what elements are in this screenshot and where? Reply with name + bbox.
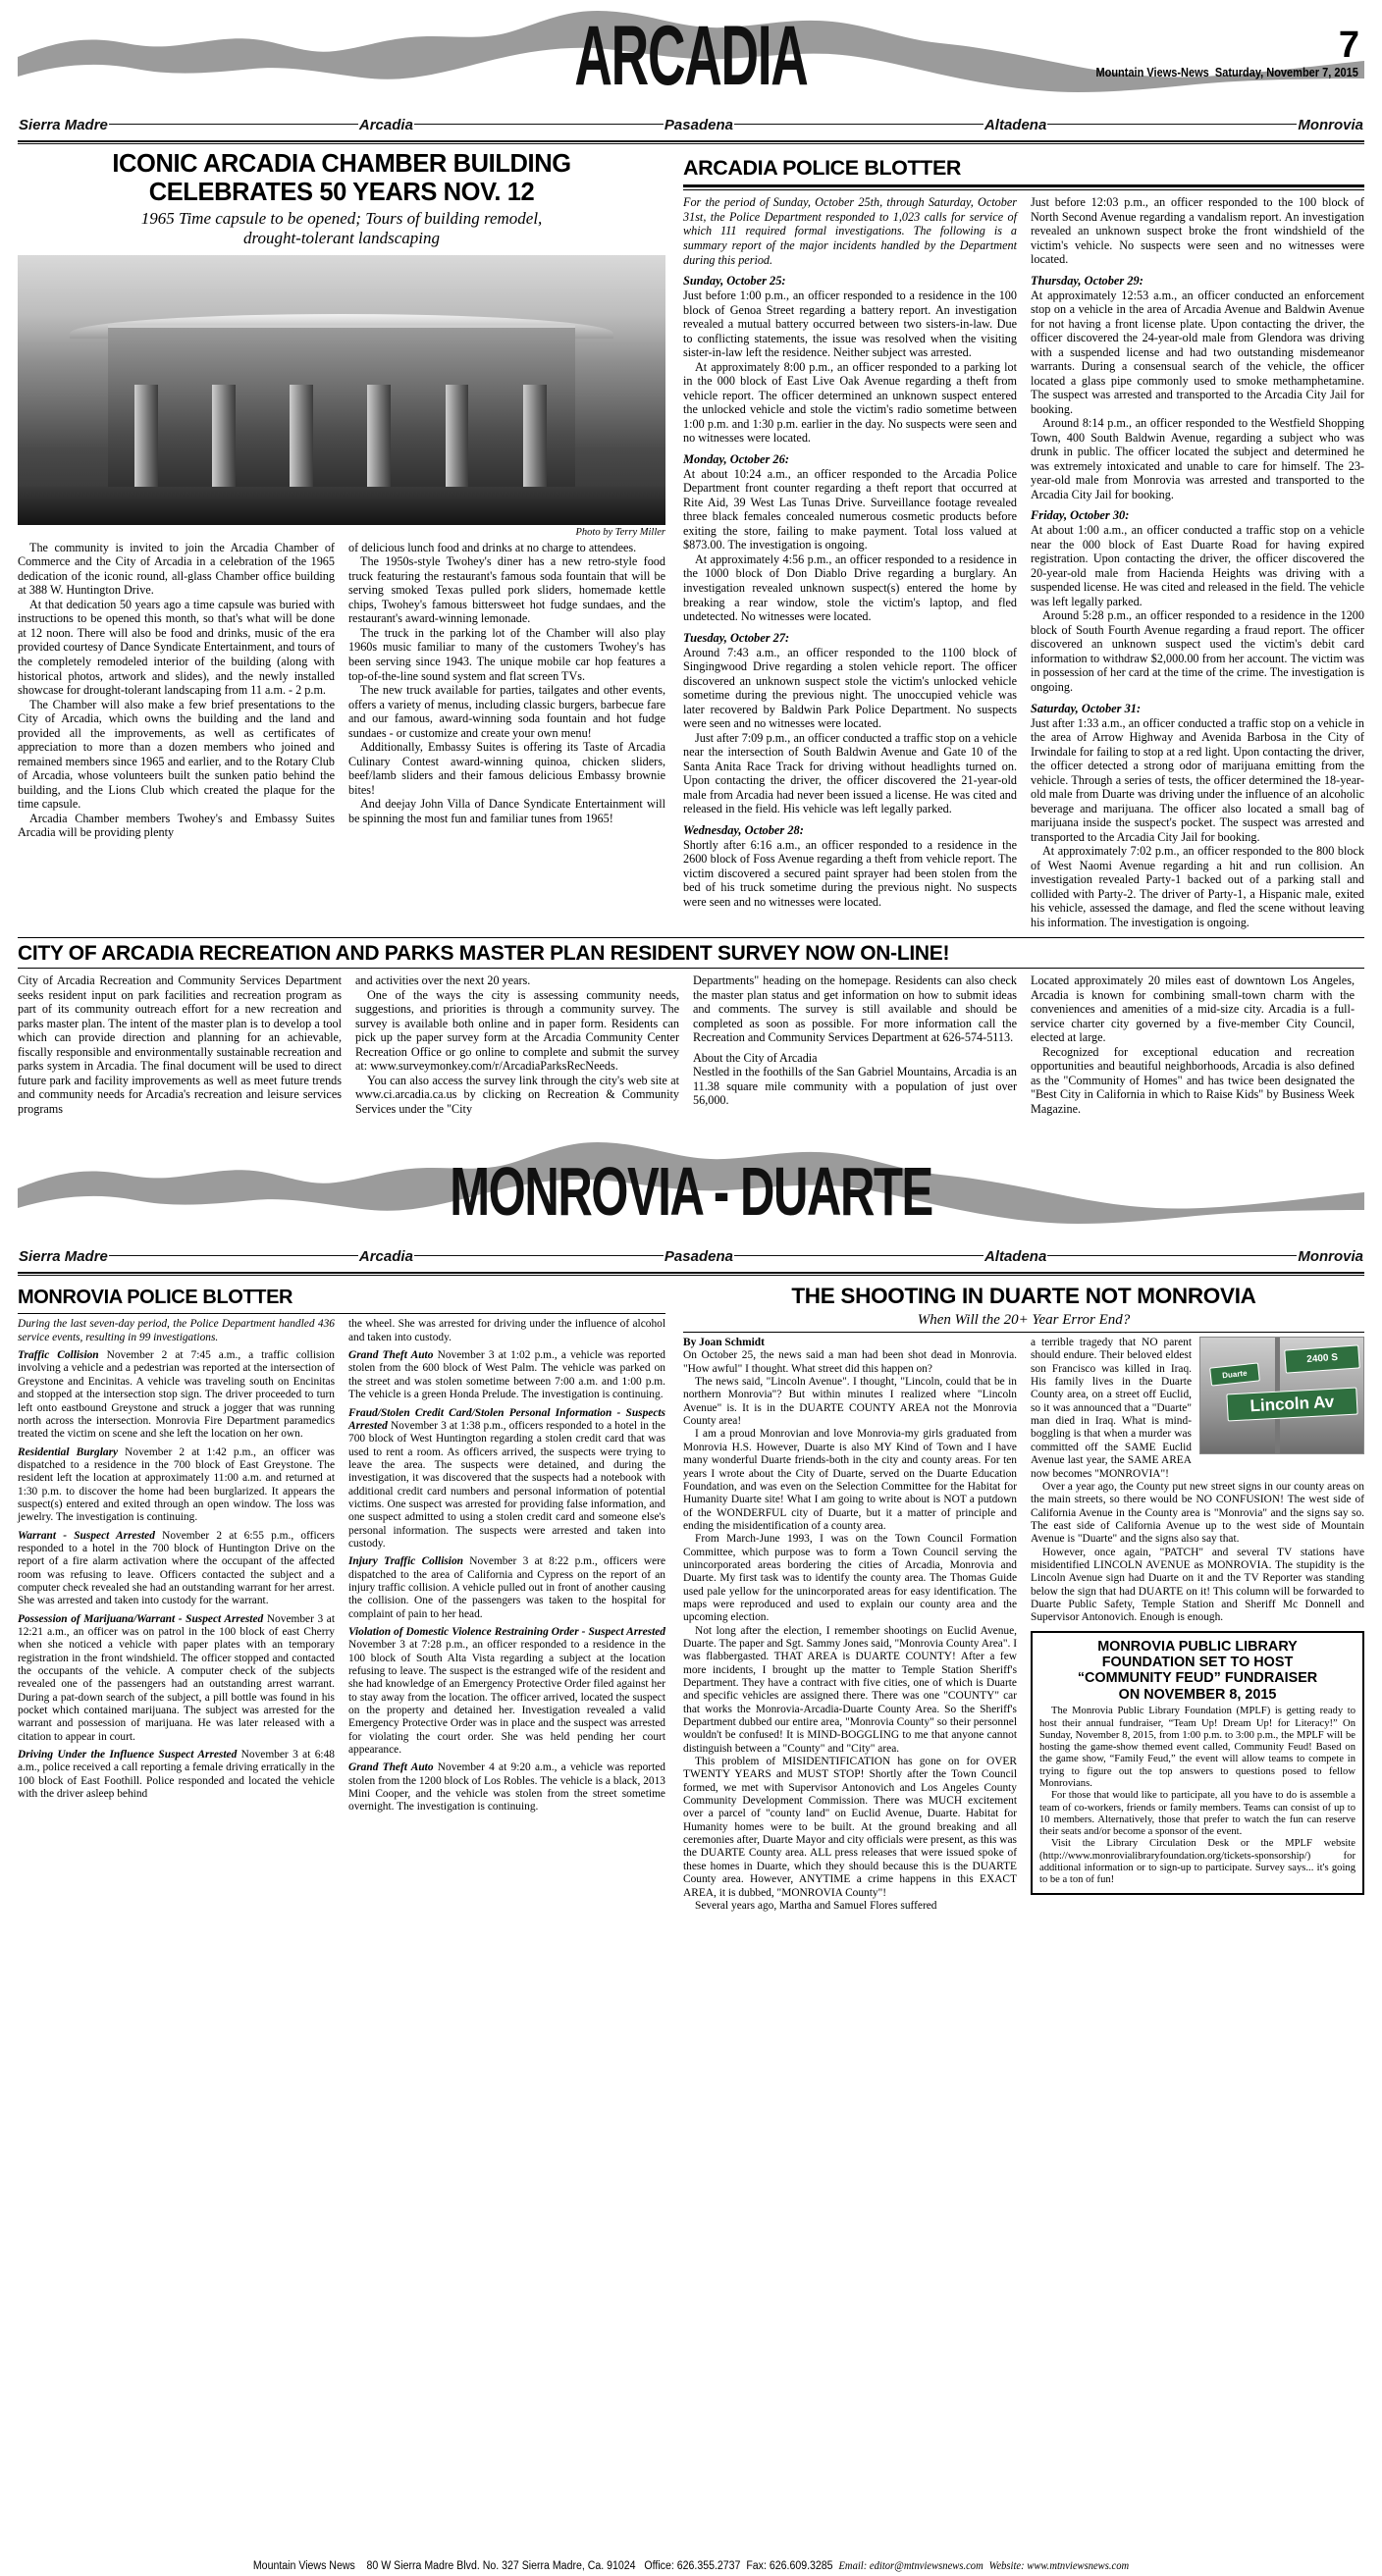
- divider: [18, 1313, 665, 1314]
- paragraph: You can also access the survey link through the city's web site at www.ci.arcadia.ca.us by clicking on Recreation & Community Services under the "City: [355, 1073, 679, 1116]
- blotter-day: Monday, October 26:: [683, 451, 789, 466]
- subsection-title: About the City of Arcadia: [693, 1050, 818, 1065]
- page-number: 7: [1338, 25, 1358, 66]
- duarte-byline: By Joan Schmidt: [683, 1337, 765, 1349]
- blotter-item: [348, 1555, 665, 1621]
- paragraph: The news said, "Lincoln Avenue". I thought, "Lincoln, could that be in northern Monrovia"? But within minutes I realized where "Lincoln Avenue" is. It is in the DUARTE COUNTY AREA not the Monrovia County area!: [683, 1376, 1017, 1428]
- paragraph: The community is invited to join the Arcadia Chamber of Commerce and the City of Arcadia in a celebration of the 1965 dedication of the iconic round, all-glass Chamber office building at 388 W. Huntington Drive.: [18, 540, 335, 598]
- city-strip-monrovia: [18, 1243, 1364, 1269]
- footer-address: 80 W Sierra Madre Blvd. No. 327 Sierra Madre, Ca. 91024: [366, 2560, 636, 2572]
- page-footer: [55, 2560, 1326, 2572]
- blotter-column-2: [1031, 195, 1364, 929]
- city-pasadena[interactable]: Pasadena: [664, 116, 733, 133]
- paragraph: Just before 12:03 p.m., an officer responded to the 100 block of North Second Avenue regarding a vandalism report. An investigation revealed an unknown suspect broke the front windshield of the victim's vehicle. No suspects were seen and no witnesses were located.: [1031, 195, 1364, 267]
- chamber-subhead-line2: drought-tolerant landscaping: [242, 229, 441, 248]
- divider-double: [18, 140, 1364, 144]
- blotter-item-title: Violation of Domestic Violence Restraining Order - Suspect Arrested: [348, 1626, 665, 1638]
- chamber-body: [18, 541, 665, 840]
- strip-rule: [734, 1255, 983, 1256]
- sign-blade-lincoln-av: Lincoln Av: [1226, 1388, 1357, 1422]
- blotter-day: Sunday, October 25:: [683, 274, 786, 289]
- paragraph: Arcadia Chamber members Twohey's and Embassy Suites Arcadia will be providing plenty: [18, 811, 335, 840]
- sign-blade-duarte: Duarte: [1209, 1363, 1259, 1387]
- blotter-item-text: November 3 at 1:02 p.m., a vehicle was reported stolen from the 600 block of West Palm. The vehicle was parked on the street and was stolen sometime between 7:00 a.m. and 1:00 p.m. The vehicle is a green Honda Prelude. The investigation is continuing.: [348, 1349, 665, 1401]
- blotter-item-text: November 2 at 7:45 a.m., a traffic collision involving a vehicle and a pedestrian was reported at the intersection of Greystone and Encinitas. A vehicle was traveling south on Encinitas and stopped at the intersection stop sign. The driver proceeded to turn left onto eastbound Greystone and struck a jogger that was running north across the intersection. Monrovia Fire Department paramedics treated the victim on scene and she left the location on her own.: [18, 1349, 336, 1441]
- footer-office: Office: 626.355.2737: [644, 2560, 741, 2572]
- publication-date: Saturday, November 7, 2015: [1215, 66, 1358, 80]
- blotter-item-text: November 2 at 1:42 p.m., an officer was dispatched to a residence in the 700 block of East Greystone. The resident left the location at approximately 11:00 a.m. and returned at 1:30 p.m. to discover the home had been burglarized. It appears the suspect(s) entered and exited through an open window. The loss was jewelry. The investigation is continuing.: [18, 1446, 335, 1524]
- paragraph: Several years ago, Martha and Samuel Flores suffered: [695, 1899, 937, 1912]
- survey-column-1: [18, 973, 342, 1116]
- duarte-shooting-article: [683, 1281, 1364, 1913]
- blotter-item-text: November 3 at 8:22 p.m., officers were dispatched to the area of California and Cypress on the report of an injury traffic collision. A vehicle pulled out in front of another causing the collision. One of the passengers was taken to the hospital for complaint of pain to her head.: [348, 1555, 665, 1620]
- page-dateline: [1096, 66, 1358, 79]
- paragraph: At about 1:00 a.m., an officer conducted a traffic stop on a vehicle near the 000 block of East Duarte Road for having expired registration. Upon contacting the driver, the officer discovered the 20-year-old male from Hacienda Heights was driving with a suspended license. He was cited and released in the field. The vehicle was left legally parked.: [1031, 523, 1364, 608]
- blotter-intro: For the period of Sunday, October 25th, through Saturday, October 31st, the Police Department responded to 1,023 calls for service of which 111 required formal investigations. The following is a summary report of the major incidents handled by the Department during this period.: [683, 195, 1017, 267]
- survey-body: [18, 973, 1364, 1116]
- blotter-item: [348, 1318, 665, 1344]
- survey-column-4: [1031, 973, 1355, 1116]
- library-head-line4: ON NOVEMBER 8, 2015: [1118, 1686, 1277, 1703]
- city-altadena[interactable]: Altadena: [983, 1247, 1047, 1265]
- blotter-item: [18, 1446, 335, 1525]
- blotter-item: [348, 1407, 665, 1551]
- survey-column-2: [355, 973, 679, 1116]
- blotter-item-title: Injury Traffic Collision: [348, 1555, 463, 1568]
- blotter-item-text: November 2 at 6:55 p.m., officers responded to a hotel in the 700 block of Huntington Drive on the report of a fire alarm activation where the occupant of the affected room was refusing to leave. Officers contacted the subject and a computer check revealed she had an outstanding warrant for her arrest. She was arrested and taken into custody for the warrant.: [18, 1529, 335, 1607]
- chamber-headline: [18, 150, 665, 206]
- paragraph: At approximately 4:56 p.m., an officer responded to a residence in the 1000 block of Don Diablo Drive regarding a burglary. An investigation revealed unknown suspect(s) entered the home by breaking a rear window, stole the victim's laptop, and fled undetected. No witnesses were located.: [683, 552, 1017, 624]
- paragraph: Just after 1:33 a.m., an officer conducted a traffic stop on a vehicle in the area of Arrow Highway and Avenida Barbosa in the City of Irwindale for failing to stop at a red light. Upon contacting the driver, the officer detected a strong odor of marijuana emitting from the vehicle. Through a series of tests, the officer determined the 18-year-old male from Duarte was driving under the influence of an alcoholic beverage and marijuana. The officer also located a small bag of marijuana inside the suspect's pocket. The suspect was arrested and transported to the Arcadia City Jail for booking.: [1031, 715, 1364, 844]
- duarte-headline: THE SHOOTING IN DUARTE NOT MONROVIA: [791, 1284, 1256, 1309]
- paragraph: Nestled in the foothills of the San Gabriel Mountains, Arcadia is an 11.38 square mile community with a population of just over 56,000.: [693, 1065, 1017, 1108]
- paragraph: At that dedication 50 years ago a time capsule was buried with instructions to be opened this month, so that's what will be done at 12 noon. There will also be food and drinks, music of the era provided courtesy of Dance Syndicate Entertainment, and tours of the completely remodeled interior of the building (along with historical photos, artwork and slides), and the newly installed showcase for drought-tolerant landscaping from 11 a.m. - 2 p.m.: [18, 597, 335, 698]
- library-box-body: [1039, 1706, 1355, 1886]
- blotter-intro: During the last seven-day period, the Police Department handled 436 service events, resulting in 99 investigations.: [18, 1318, 335, 1343]
- photo-lawn: [18, 487, 665, 525]
- city-monrovia[interactable]: Monrovia: [1298, 116, 1364, 133]
- chamber-subhead: [18, 209, 665, 249]
- chamber-column-2: [348, 541, 665, 840]
- strip-rule: [109, 124, 358, 125]
- blotter-column-1: [683, 195, 1017, 929]
- library-head-line1: MONROVIA PUBLIC LIBRARY: [1097, 1638, 1298, 1655]
- paragraph: From March-June 1993, I was on the Town Council Formation Committee, which purpose was to form a Town Council serving the unincorporated areas bordering the cities of Arcadia, Monrovia and Duarte. My first task was to identify the county area. The Thomas Guide used pale yellow for the unincorporated areas for easy identification. The maps were reproduced and used to explain our county area and the upcoming election.: [683, 1533, 1017, 1624]
- blotter-day: Wednesday, October 28:: [683, 822, 804, 837]
- lincoln-avenue-street-sign-photo: [1199, 1337, 1364, 1454]
- blotter-item-text: the wheel. She was arrested for driving under the influence of alcohol and taken into custody.: [348, 1318, 665, 1343]
- publication-name: Mountain Views-News: [1095, 66, 1209, 80]
- paragraph: and activities over the next 20 years.: [355, 973, 531, 988]
- duarte-column-1: [683, 1337, 1017, 1913]
- paragraph: The 1950s-style Twohey's diner has a new retro-style food truck featuring the restaurant's famous soda fountain that will be serving smoked Texas pulled pork sliders, homemade kettle chips, Twohey's famous bittersweet hot fudge sundaes, and the restaurant's award-winning lemonade.: [348, 554, 665, 626]
- library-foundation-box: [1031, 1631, 1364, 1895]
- paragraph: For those that would like to participate, all you have to do is assemble a team of co-workers, friends or family members. Teams can consist of up to 10 members. Alternatively, those that prefer to watch the fun can reserve their seats and/or become a sponsor of the event.: [1039, 1790, 1355, 1838]
- masthead-title-arcadia: ARCADIA: [574, 9, 808, 103]
- blotter-item-title: Driving Under the Influence Suspect Arrested: [18, 1749, 238, 1761]
- blotter-item-title: Grand Theft Auto: [348, 1761, 434, 1774]
- paragraph: Visit the Library Circulation Desk or the MPLF website (http://www.monrovialibraryfoundation.org/tickets-sponsorship/) for additional information or to sign-up to participate. Survey says... it's going to be a ton of fun!: [1039, 1838, 1355, 1886]
- chamber-headline-line2: CELEBRATES 50 YEARS NOV. 12: [148, 178, 535, 206]
- photo-building: [108, 325, 574, 508]
- survey-column-3: [693, 973, 1017, 1116]
- library-head-line3: “COMMUNITY FEUD” FUNDRAISER: [1077, 1670, 1318, 1687]
- blotter-item-title: Grand Theft Auto: [348, 1349, 434, 1362]
- chamber-subhead-line1: 1965 Time capsule to be opened; Tours of building remodel,: [140, 209, 543, 229]
- paragraph: Not long after the election, I remember shootings on Euclid Avenue, Duarte. The paper and Sgt. Sammy Jones said, "Monrovia County Area". I was flabbergasted. THAT AREA is DUARTE COUNTY! After a few more incidents, I brought up the matter to Temple Station Sheriff's Department. They have a contract with five cities, one of which is Duarte and specific vehicles are assigned there. There was one "COUNTY" car that works the Monrovia-Arcadia-Duarte County Area. So the Sheriff's Department dubbed our entire area, "Monrovia County" so their personnel wouldn't be confused! It is MIND-BOGGLING to me that anyone cannot distinguish between a "County" and "City" area.: [683, 1624, 1017, 1755]
- blotter-item-text: November 3 at 1:38 p.m., officers responded to a hotel in the 700 block of West Huntington regarding a stolen credit card that was used to rent a room. As officers arrived, the suspects were trying to leave the area. The suspects were detained, and during the investigation, it was discovered that the suspects had a notebook with additional credit card numbers and personal information of potential victims. One suspect was arrested for providing false information, and one suspect admitted to using a stolen credit card and someone else's personal information. The suspects were arrested and taken into custody.: [348, 1419, 665, 1550]
- paragraph: Recognized for exceptional education and recreation opportunities and beautiful neighborhoods, Arcadia is also defined as the "Community of Homes" and has twice been designated the "Best City in California in which to Raise Kids" by Business Week Magazine.: [1031, 1044, 1355, 1116]
- paragraph: On October 25, the news said a man had been shot dead in Monrovia. "How awful" I thought. What street did this happen on?: [683, 1349, 1017, 1375]
- city-arcadia[interactable]: Arcadia: [358, 1247, 413, 1265]
- blotter-item: [18, 1530, 335, 1608]
- city-sierra-madre[interactable]: Sierra Madre: [19, 116, 108, 133]
- paragraph: Just before 1:00 p.m., an officer responded to a residence in the 100 block of Genoa Street regarding a battery report. An investigation revealed a mutual battery occurred between two sisters-in-law. Due to conflicting statements, the issue was resolved when the visiting sister-in-law left the residence. Neither subject was arrested.: [683, 289, 1017, 360]
- city-pasadena[interactable]: Pasadena: [664, 1247, 733, 1265]
- strip-rule: [1047, 1255, 1297, 1256]
- arcadia-police-blotter: [683, 150, 1364, 929]
- blotter-item-text: November 3 at 6:48 a.m., police received a call reporting a female driving erratically in the 100 block of East Foothill. Police responded and located the vehicle with the driver asleep behind: [18, 1749, 335, 1801]
- paragraph: Located approximately 20 miles east of downtown Los Angeles, Arcadia is known for combining small-town charm with the conveniences and amenities of a mid-size city. Arcadia is a full-service charter city governed by a five-member City Council, elected at large.: [1031, 973, 1355, 1045]
- blotter-item: [348, 1349, 665, 1401]
- blotter-item-title: Residential Burglary: [18, 1446, 119, 1458]
- bottom-section: [18, 1281, 1364, 1913]
- survey-headline: CITY OF ARCADIA RECREATION AND PARKS MASTER PLAN RESIDENT SURVEY NOW ON-LINE!: [18, 942, 950, 966]
- paragraph: Around 5:28 p.m., an officer responded to a residence in the 1200 block of South Fourth Avenue regarding a fraud report. The officer discovered an unknown suspect used the victim's debit card information to withdraw $2,000.00 from her account. The victim was in possession of her card at the time of the crime. The investigation is ongoing.: [1031, 608, 1364, 694]
- library-box-heading: [1039, 1639, 1355, 1704]
- paragraph: The new truck available for parties, tailgates and other events, offers a variety of menus, including classic burgers, barbecue fare and our famous, award-winning soda fountain and hot fudge sundaes - or customize and create your own menu!: [348, 683, 665, 740]
- blotter-item-title: Traffic Collision: [18, 1349, 99, 1362]
- strip-rule: [1047, 124, 1297, 125]
- blotter-item-text: November 4 at 9:20 a.m., a vehicle was reported stolen from the 1200 block of Los Robles. The vehicle is a black, 2013 Mini Cooper, and the vehicle was stolen from the street sometime overnight. The investigation is continuing.: [348, 1761, 665, 1814]
- paragraph: At approximately 12:53 a.m., an officer conducted an enforcement stop on a vehicle in the area of Arcadia Avenue and Baldwin Avenue for not having a front license plate. Upon contacting the driver, the officer discovered the 24-year-old male from Glendora was driving with a suspended license and had two outstanding misdemeanor warrants. During a consensual search of the vehicle, the officer located a glass pipe commonly used to smoke methamphetamine. The suspect was arrested and transported to the Arcadia City Jail for booking.: [1031, 288, 1364, 416]
- blotter-heading: ARCADIA POLICE BLOTTER: [683, 156, 962, 180]
- paragraph: Over a year ago, the County put new street signs in our county areas on the main streets, so there would be NO CONFUSION! The west side of California Avenue in the County area is "Monrovia" and the signs say so. The east side of California Avenue up to the west side of Mountain Avenue is "Duarte" and the signs also say that.: [1031, 1480, 1364, 1546]
- footer-fax: Fax: 626.609.3285: [746, 2560, 833, 2572]
- masthead-meta: [1060, 25, 1358, 80]
- chamber-building-photo: [18, 255, 665, 525]
- blotter-day: Friday, October 30:: [1031, 508, 1130, 523]
- paragraph: At approximately 7:02 p.m., an officer responded to the 800 block of West Naomi Avenue regarding a hit and run collision. An investigation revealed Party-1 backed out of a parking stall and collided with Party-2. The driver of Party-1, a Hispanic male, exited his vehicle, assessed the damage, and fled the scene without leaving his information. The investigation is ongoing.: [1031, 844, 1364, 929]
- blotter-item: [348, 1626, 665, 1757]
- footer-email[interactable]: Email: editor@mtnviewsnews.com: [838, 2560, 983, 2572]
- city-strip-arcadia: [18, 112, 1364, 137]
- monrovia-blotter-column-1: [18, 1318, 335, 1814]
- blotter-item: [18, 1749, 335, 1801]
- blotter-columns: [683, 195, 1364, 929]
- paragraph: Shortly after 6:16 a.m., an officer responded to a residence in the 2600 block of Foss Avenue regarding a theft from vehicle report. The victim discovered a secured paint sprayer had been stolen from the bed of his truck sometime during the previous night. No suspects were seen and no witnesses were located.: [683, 837, 1017, 909]
- divider: [18, 937, 1364, 938]
- blotter-item: [18, 1613, 335, 1744]
- footer-website[interactable]: Website: www.mtnviewsnews.com: [988, 2560, 1130, 2572]
- paragraph: And deejay John Villa of Dance Syndicate Entertainment will be spinning the most fun and familiar tunes from 1965!: [348, 797, 665, 825]
- paragraph: City of Arcadia Recreation and Community Services Department seeks resident input on park facilities and recreation program as part of its community outreach effort for a new recreation and parks master plan. The intent of the master plan is to develop a tool which can provide direction and planning for an achievable, fiscally responsible and environmentally sustainable recreation and parks system in Arcadia. The final document will be used to direct future park and facility improvements as well as meet future trends and community needs for Arcadia's recreation and leisure services programs: [18, 973, 342, 1116]
- masthead-monrovia-duarte: [18, 1131, 1364, 1247]
- city-sierra-madre[interactable]: Sierra Madre: [19, 1247, 108, 1265]
- blotter-item-title: Fraud/Stolen Credit Card/Stolen Personal Information - Suspects Arrested: [348, 1406, 665, 1432]
- strip-rule: [109, 1255, 358, 1256]
- paragraph: At approximately 8:00 p.m., an officer responded to a parking lot in the 000 block of East Live Oak Avenue regarding a theft from vehicle report. The officer determined an unknown suspect entered the unlocked vehicle and stole the victim's radio sometime between 1:00 p.m. and 1:30 p.m. earlier in the day. No suspects were seen and no witnesses were located.: [683, 359, 1017, 446]
- city-monrovia[interactable]: Monrovia: [1298, 1247, 1364, 1265]
- library-head-line2: FOUNDATION SET TO HOST: [1101, 1655, 1294, 1671]
- blotter-day: Thursday, October 29:: [1031, 273, 1143, 288]
- chamber-headline-line1: ICONIC ARCADIA CHAMBER BUILDING: [112, 150, 571, 178]
- paragraph: However, once again, "PATCH" and several TV stations have misidentified LINCOLN AVENUE as MONROVIA. The stupidity is the Lincoln Avenue sign had Duarte on it and the TV Reporter was standing below the sign that had DUARTE on it! This column will be forwarded to Duarte Public Safety, Temple Station and Sheriff Mc Donnell and Supervisor Antonovich. Enough is enough.: [1031, 1546, 1364, 1624]
- paragraph: The truck in the parking lot of the Chamber will also play 1960s music familiar to many of the customers Twohey's has been serving since 1943. The unique mobile car hop features a top-of-the-line sound system and flat screen TVs.: [348, 625, 665, 683]
- strip-rule: [414, 1255, 664, 1256]
- duarte-column-2: [1031, 1337, 1364, 1913]
- paragraph: The Chamber will also make a few brief presentations to the City of Arcadia, which owns the building and the land and provided all the improvements, as well as certificates of appreciation to more than a dozen members who joined and remained members since 1965 and earlier, and to the Rotary Club of Arcadia, whose volunteers built the sunken patio behind the building, and the Lions Club which created the plaque for the time capsule.: [18, 697, 335, 812]
- paragraph: Just after 7:09 p.m., an officer conducted a traffic stop on a vehicle near the intersection of South Baldwin Avenue and Gate 10 of the Santa Anita Race Track for driving without headlights turned on. Upon contacting the driver, the officer discovered the 21-year-old male from Arcadia had never been issued a license. He was cited and released in the field. His vehicle was left legally parked.: [683, 730, 1017, 816]
- monrovia-blotter-column-2: [348, 1318, 665, 1814]
- blotter-item-text: November 3 at 7:28 p.m., an officer responded to a residence in the 100 block of South Alta Vista regarding a subject at the location refusing to leave. The suspect is the estranged wife of the resident and she had knowledge of an Emergency Protective Order filed against her to stay away from the location. The officer arrived, located the suspect on the property and detained her. Investigation revealed a valid Emergency Protective Order was in place and the suspect was arrested for violating the court order. She was held pending her court appearance.: [348, 1639, 665, 1757]
- chamber-column-1: [18, 541, 335, 840]
- blotter-day: Saturday, October 31:: [1031, 701, 1142, 715]
- paragraph: The Monrovia Public Library Foundation (MPLF) is getting ready to host their annual fundraiser, “Team Up! Dream Up! for Literacy!” On Sunday, November 8, 2015, from 1:00 p.m. to 3:00 p.m., the MPLF will be hosting the game-show themed event called, Community Feud! Based on the game show, “Family Feud,” the event will allow teams to compete in trying to figure out the top answers to questions posed to fellow Monrovians.: [1039, 1706, 1355, 1789]
- paragraph: Around 7:43 a.m., an officer responded to the 1100 block of Singingwood Drive regarding a stolen vehicle report. The officer discovered an unknown suspect stole the victim's unlocked vehicle sometime during the previous night. The unoccupied vehicle was later recovered by Baldwin Park Police Department. No suspects were seen and no witnesses were located.: [683, 645, 1017, 731]
- top-section: [18, 150, 1364, 929]
- city-altadena[interactable]: Altadena: [983, 116, 1047, 133]
- paragraph: I am a proud Monrovian and love Monrovia-my girls graduated from Monrovia H.S. However, Duarte is also MY Kind of Town and I have many wonderful Duarte friends-both in the city and county areas. For ten years I wrote about the City of Duarte, served on the Duarte Education Foundation, and was even on the Selection Committee for the Habitat for Humanity Duarte site! What I am going to write about is NOT a putdown of the WONDERFUL city of Duarte, but it a matter of principle and ending the misidentification of a county area.: [683, 1428, 1017, 1532]
- city-arcadia[interactable]: Arcadia: [358, 116, 413, 133]
- duarte-subhead: When Will the 20+ Year Error End?: [917, 1312, 1131, 1329]
- monrovia-police-blotter: [18, 1281, 665, 1913]
- blotter-item: [348, 1761, 665, 1814]
- blotter-item-title: Possession of Marijuana/Warrant - Suspect Arrested: [18, 1612, 264, 1625]
- chamber-article: [18, 150, 665, 929]
- blotter-item-text: November 3 at 12:21 a.m., an officer was on patrol in the 100 block of east Cherry when she noticed a vehicle with paper plates with an temporary registration in the front windshield. The officer stopped and contacted the occupants of the vehicle. A computer check of the subjects revealed one of the passengers had an outstanding arrest warrant. During a pat-down search of the subject, a pill bottle was found in his pocket which contained marijuana. The subject was arrested for the warrant and possession of marijuana. He was later released with a citation to appear in court.: [18, 1612, 335, 1743]
- paragraph: At about 10:24 a.m., an officer responded to the Arcadia Police Department front counter regarding a theft report that occurred at Rite Aid, 39 West Las Tunas Drive. Surveillance footage revealed three black females concealed numerous cosmetic products before exiting the store, failing to make payment. Total loss valued at $873.00. The investigation is ongoing.: [683, 466, 1017, 552]
- blotter-item: [18, 1349, 335, 1441]
- strip-rule: [414, 124, 664, 125]
- paragraph: One of the ways the city is assessing community needs, suggestions, and priorities is through a community survey. The survey is available both online and in paper form. Residents can pick up the paper survey form at the Arcadia Community Center Recreation Office or go online to complete and submit the survey at: www.surveymonkey.com/r/ArcadiaParksRecNeeds.: [355, 987, 679, 1074]
- paragraph: This problem of MISIDENTIFICATION has gone on for OVER TWENTY YEARS and MUST STOP! Shortly after the Town Council formed, we met with Supervisor Antonovich and Los Angeles County Community Development Commission. There was MUCH excitement over a parcel of "county land" on Euclid Avenue, Duarte. Habitat for Humanity homes were to be built. At the ground breaking and all ceremonies after, Duarte Mayor and city officials were present, as this was the DUARTE County area. ALL press releases that were issued spoke of these homes in Duarte, which they should because this is the DUARTE County area. However, ANYTIME a crime happens in this EXACT AREA, it is dubbed, "MONROVIA County"!: [683, 1756, 1017, 1899]
- paragraph: of delicious lunch food and drinks at no charge to attendees.: [348, 540, 637, 554]
- divider: [683, 189, 1364, 190]
- photo-credit: Photo by Terry Miller: [575, 526, 665, 538]
- paragraph: a terrible tragedy that NO parent should endure. Their beloved eldest son Francisco was killed in Iraq. His family lives in the Duarte County area, on a street off Euclid, so it was announced that a "Duarte" man died in Iraq. What is mind-boggling is that when a murder was committed off the SAME Euclid Avenue last year, the SAME AREA now becomes "MONROVIA"!: [1031, 1337, 1192, 1480]
- monrovia-blotter-heading: MONROVIA POLICE BLOTTER: [18, 1287, 293, 1309]
- blotter-day: Tuesday, October 27:: [683, 630, 790, 645]
- divider: [18, 968, 1364, 969]
- blotter-item-title: Warrant - Suspect Arrested: [18, 1529, 155, 1542]
- sign-blade-2400s: 2400 S: [1285, 1344, 1361, 1373]
- duarte-columns: [683, 1337, 1364, 1913]
- divider-double: [18, 1272, 1364, 1276]
- footer-name: Mountain Views News: [252, 2560, 355, 2572]
- divider: [683, 1332, 1364, 1333]
- monrovia-blotter-columns: [18, 1318, 665, 1814]
- masthead-arcadia: [18, 0, 1364, 116]
- paragraph: Departments" heading on the homepage. Residents can also check the master plan status and get information on how to submit ideas and comments. The survey is still available and should be completed as soon as possible. For more information call the Recreation and Community Services Department at 626-574-5113.: [693, 973, 1017, 1045]
- strip-rule: [734, 124, 983, 125]
- paragraph: Additionally, Embassy Suites is offering its Taste of Arcadia Culinary Contest award-winning quinoa, chicken sliders, beef/lamb sliders and their famous delicious Embassy brownie bites!: [348, 740, 665, 797]
- masthead-title-monrovia-duarte: MONROVIA - DUARTE: [450, 1153, 932, 1231]
- paragraph: Around 8:14 p.m., an officer responded to the Westfield Shopping Town, 400 South Baldwin Avenue, regarding a subject who was drunk in public. The officer located the subject and determined he was extremely intoxicated and unable to care for himself. The 23-year-old male from Monrovia was arrested and transported to the Arcadia City Jail for booking.: [1031, 416, 1364, 501]
